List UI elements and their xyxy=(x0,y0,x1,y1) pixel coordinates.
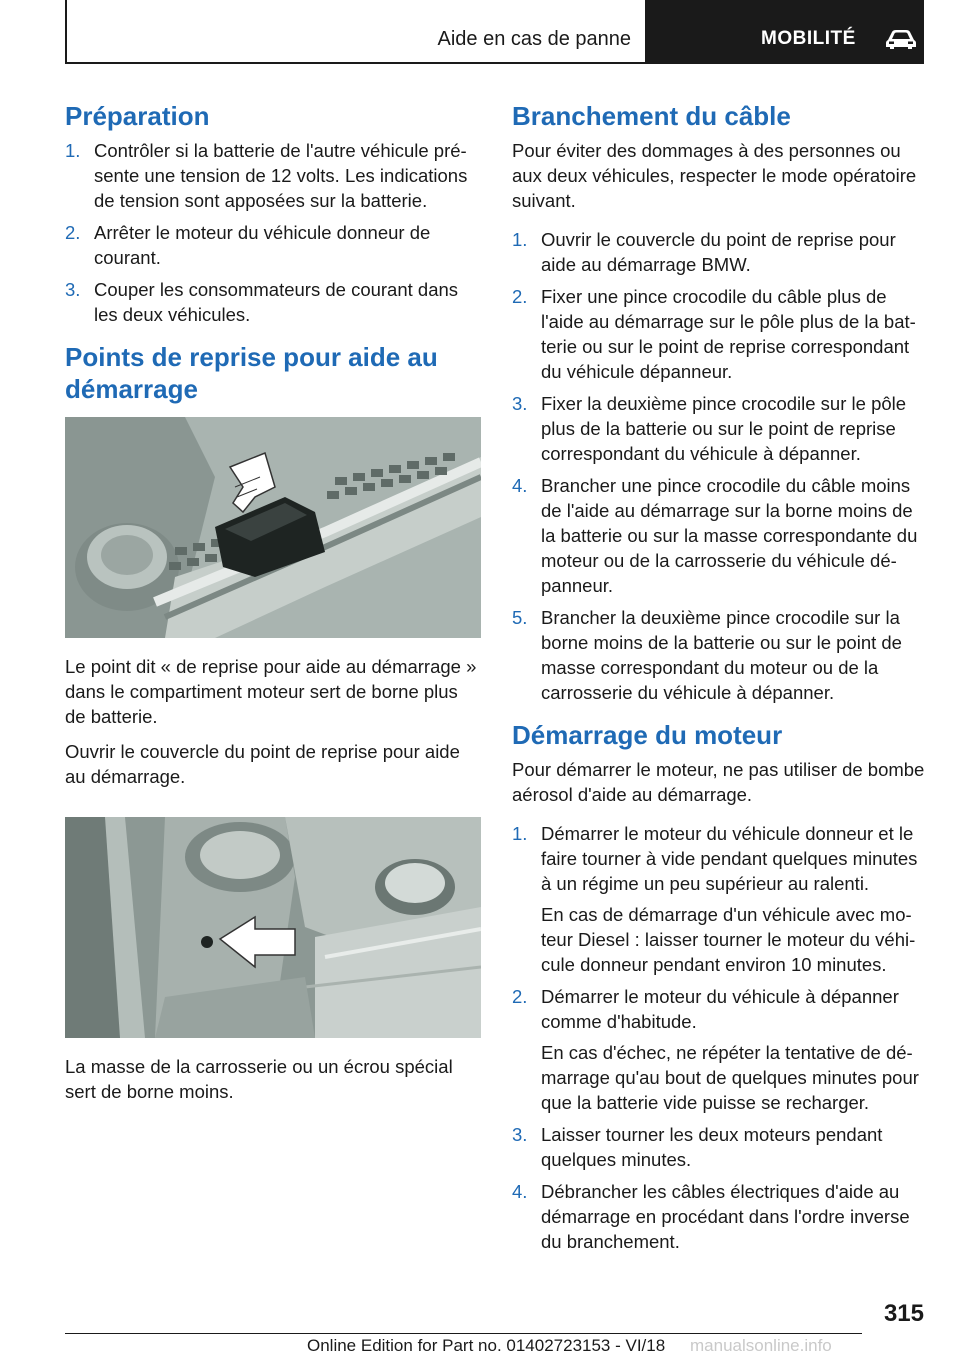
step-number: 2. xyxy=(512,286,528,307)
step-number: 4. xyxy=(512,1181,528,1202)
cable-intro: Pour éviter des dommages à des personnes ou aux deux véhicules, respecter le mode opératoire suivant. xyxy=(512,140,917,211)
start-heading: Démarrage du moteur xyxy=(512,720,783,750)
footer-divider xyxy=(65,1333,862,1334)
step-number: 3. xyxy=(512,393,528,414)
chapter-tab xyxy=(647,0,924,64)
section-tab xyxy=(65,0,647,64)
list-item xyxy=(512,1179,928,1254)
list-item xyxy=(512,984,928,1115)
section-title: Aide en cas de panne xyxy=(437,28,631,50)
step-text: Démarrer le moteur du véhicule donneur et le faire tourner à vide pendant quelques minutes à un régime un peu supérieur au ralenti. xyxy=(541,823,918,894)
list-item xyxy=(512,284,928,384)
jump-point-description: Le point dit « de reprise pour aide au démarrage » dans le compartiment moteur sert de borne plus de batterie. xyxy=(65,656,477,727)
right-column xyxy=(512,100,928,1268)
step-text: Brancher la deuxième pince crocodile sur la borne moins de la batterie ou sur le point de masse correspondant du moteur ou de la carrosserie du véhicule à dépanner. xyxy=(541,607,902,703)
preparation-heading: Préparation xyxy=(65,101,210,131)
jump-point-instruction: Ouvrir le couvercle du point de reprise pour aide au démarrage. xyxy=(65,741,460,787)
watermark: manualsonline.info xyxy=(690,1336,832,1355)
list-item xyxy=(512,605,928,705)
cable-steps xyxy=(512,227,928,705)
step-text: Démarrer le moteur du véhicule à dépanner comme d'habitude. xyxy=(541,986,899,1032)
list-item xyxy=(512,821,928,977)
start-intro: Pour démarrer le moteur, ne pas utiliser de bombe aérosol d'aide au démarrage. xyxy=(512,759,925,805)
list-item xyxy=(512,391,928,466)
step-number: 5. xyxy=(512,607,528,628)
step-text: Ouvrir le couvercle du point de reprise pour aide au démarrage BMW. xyxy=(541,229,896,275)
cable-heading: Branchement du câble xyxy=(512,101,791,131)
step-text: Couper les consommateurs de courant dans les deux véhicules. xyxy=(94,279,459,325)
jump-points-heading: Points de reprise pour aide au démarrage xyxy=(65,342,438,404)
step-text: Brancher une pince crocodile du câble moins de l'aide au démarrage sur la borne moins de la batterie ou sur la masse correspondante du moteur ou de la carrosserie du véhicule dépanneur. xyxy=(541,475,918,596)
left-column xyxy=(65,100,481,1114)
step-text: Fixer la deuxième pince crocodile sur le pôle plus de la batterie ou sur le point de reprise correspondant du véhicule à dépanner. xyxy=(541,393,907,464)
step-number: 4. xyxy=(512,475,528,496)
positive-terminal-figure xyxy=(65,417,481,638)
step-number: 1. xyxy=(65,140,81,161)
step-text: Arrêter le moteur du véhicule donneur de courant. xyxy=(94,222,431,268)
ground-point-figure xyxy=(65,817,481,1038)
page-header xyxy=(65,0,924,64)
list-item xyxy=(512,227,928,277)
preparation-steps xyxy=(65,138,481,327)
step-text: Fixer une pince crocodile du câble plus de l'aide au démarrage sur le pôle plus de la batterie ou sur le point de reprise correspondant du véhicule dépanneur. xyxy=(541,286,916,382)
step-text: Débrancher les câbles électriques d'aide au démarrage en procédant dans l'ordre inverse du branchement. xyxy=(541,1181,910,1252)
step-note: En cas de démarrage d'un véhicule avec moteur Diesel : laisser tourner le moteur du véhicule donneur pendant environ 10 minutes. xyxy=(541,904,916,975)
car-icon xyxy=(884,27,918,51)
list-item xyxy=(512,1122,928,1172)
page-number: 315 xyxy=(883,1300,924,1327)
step-number: 2. xyxy=(512,986,528,1007)
list-item xyxy=(65,277,481,327)
list-item xyxy=(512,473,928,598)
ground-point-description: La masse de la carrosserie ou un écrou spécial sert de borne moins. xyxy=(65,1056,453,1102)
step-number: 1. xyxy=(512,229,528,250)
step-text: Laisser tourner les deux moteurs pendant quelques minutes. xyxy=(541,1124,883,1170)
list-item xyxy=(65,220,481,270)
step-number: 2. xyxy=(65,222,81,243)
step-number: 3. xyxy=(65,279,81,300)
step-number: 3. xyxy=(512,1124,528,1145)
step-note: En cas d'échec, ne répéter la tentative de démarrage qu'au bout de quelques minutes pour que la batterie vide puisse se recharger. xyxy=(541,1042,919,1113)
chapter-title: MOBILITÉ xyxy=(761,28,856,49)
step-number: 1. xyxy=(512,823,528,844)
step-text: Contrôler si la batterie de l'autre véhicule présente une tension de 12 volts. Les indications de tension sont apposées sur la batterie. xyxy=(94,140,468,211)
edition-info: Online Edition for Part no. 01402723153 - VI/18 xyxy=(307,1336,666,1355)
list-item xyxy=(65,138,481,213)
start-steps xyxy=(512,821,928,1254)
